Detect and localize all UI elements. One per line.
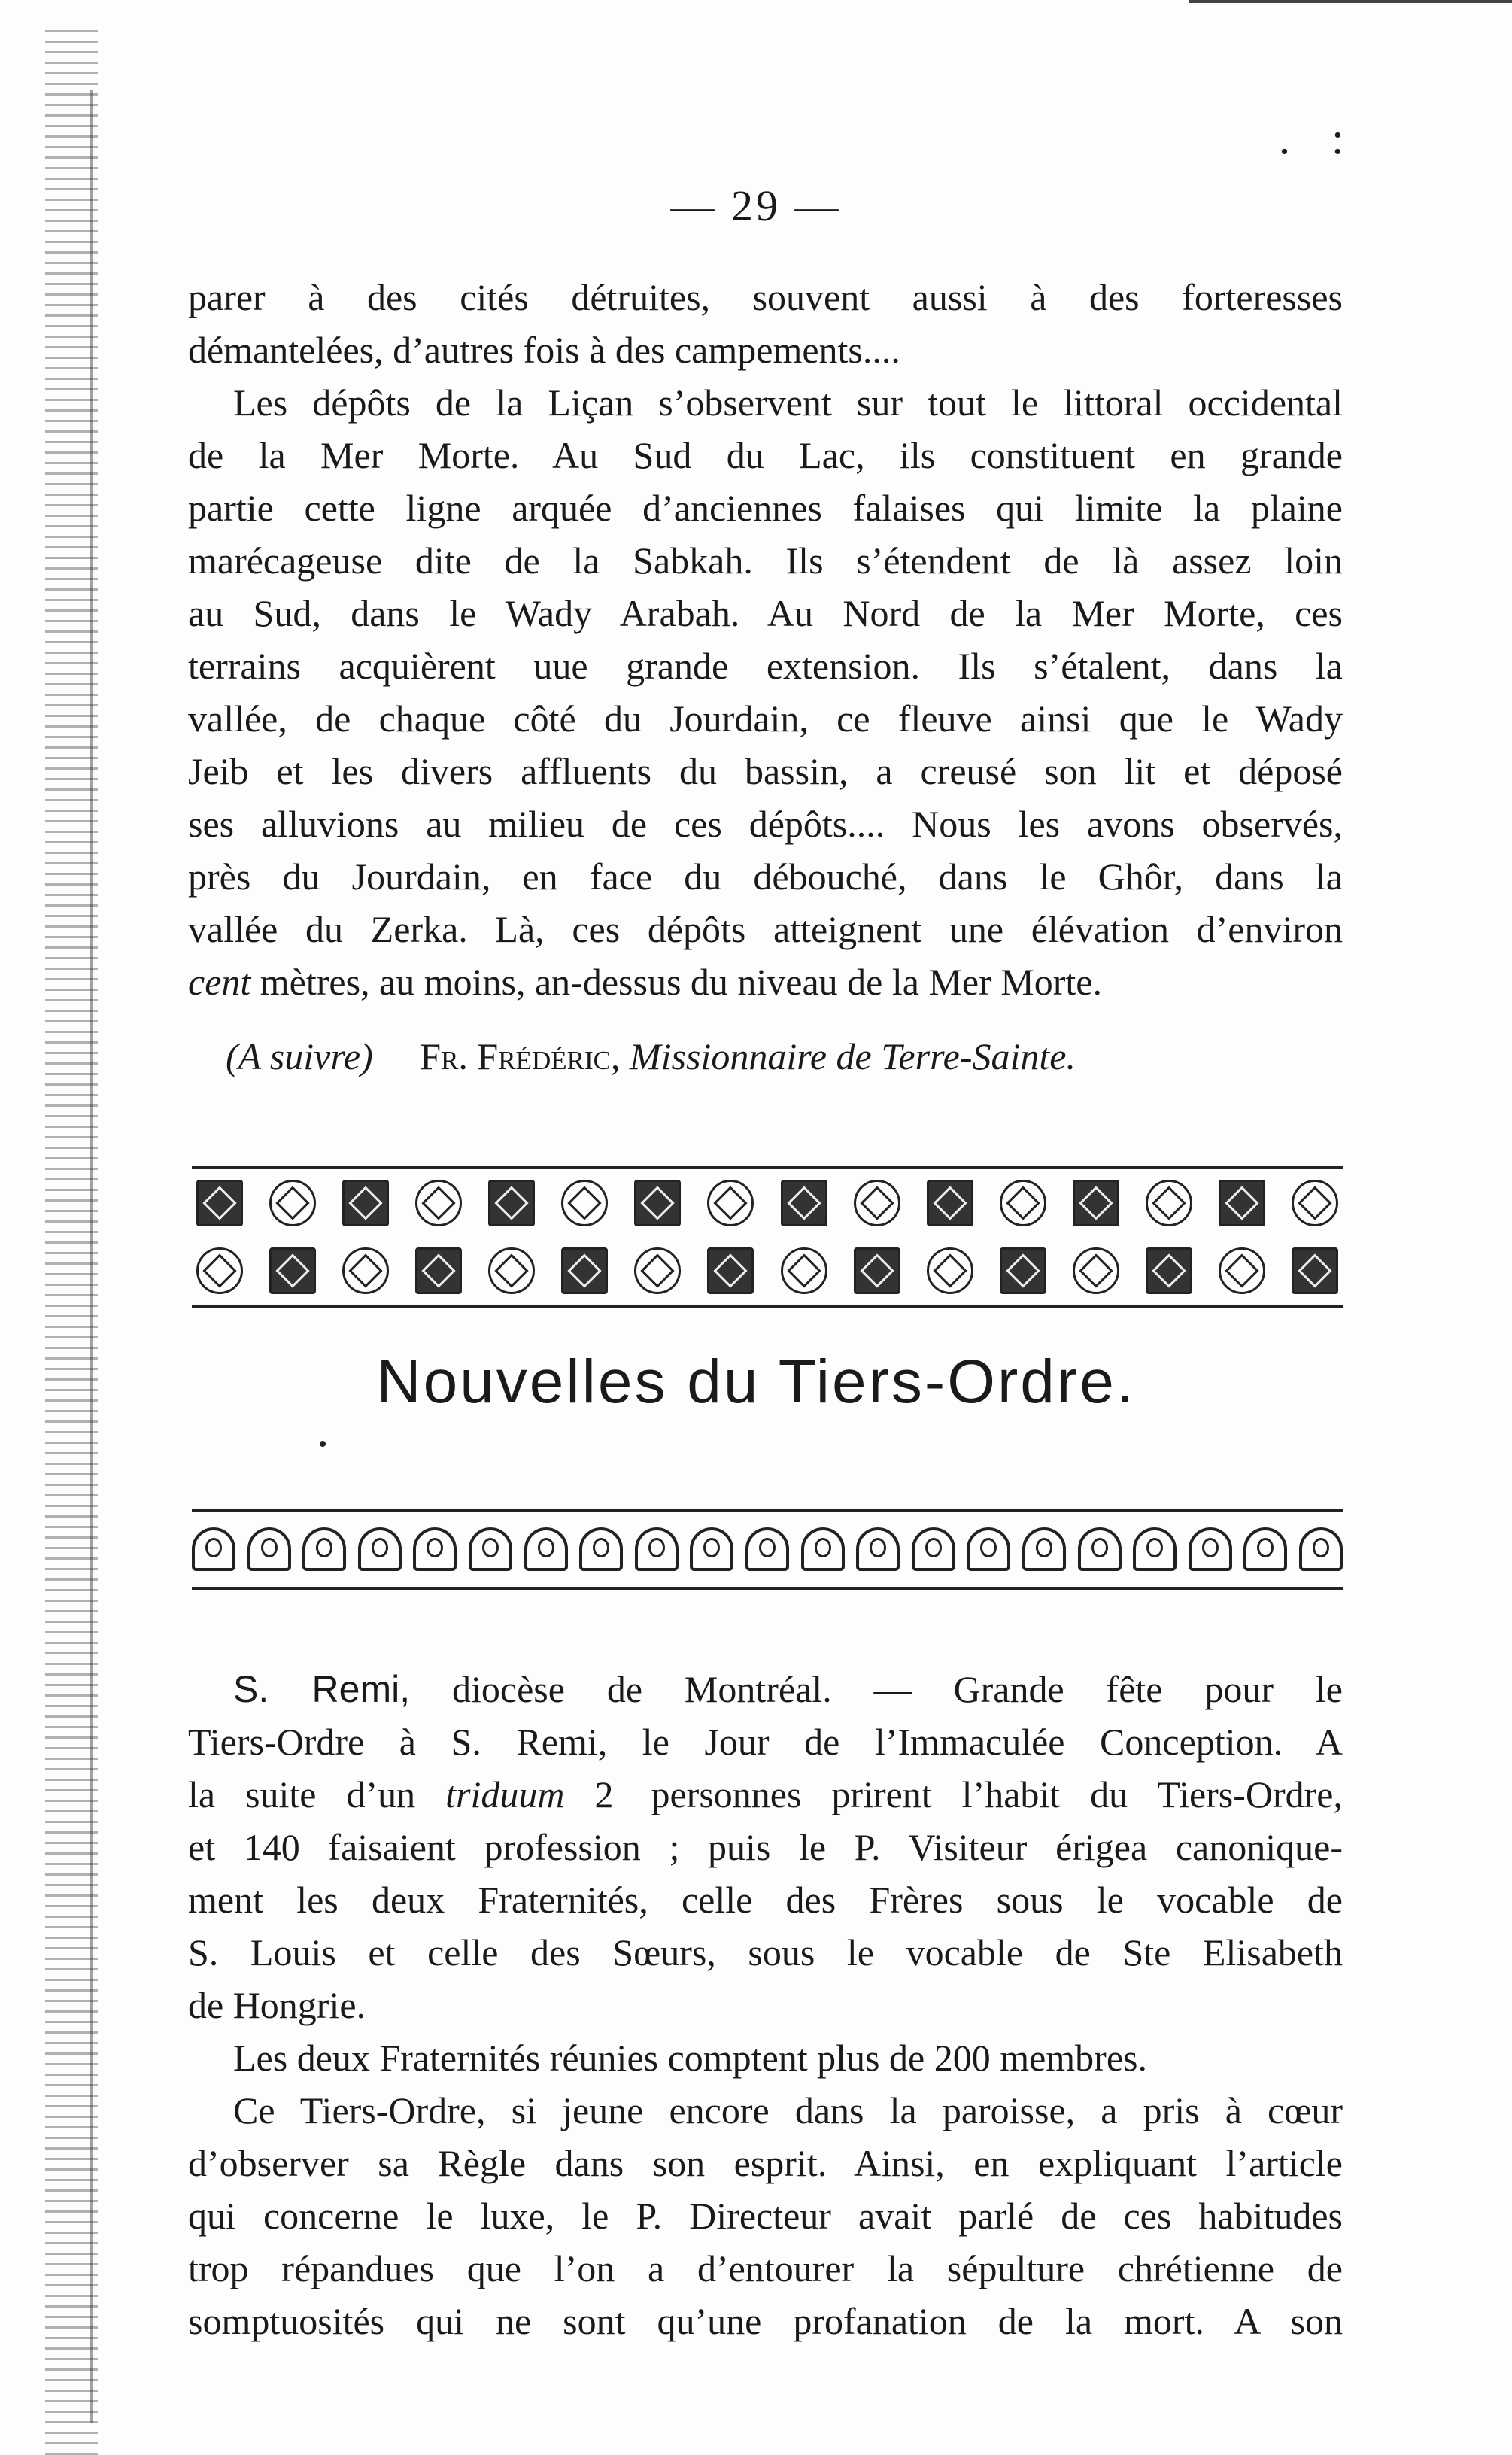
scroll-ornament-icon bbox=[579, 1527, 623, 1571]
scroll-ornament-icon bbox=[745, 1527, 789, 1571]
text-line: vallée du Zerka. Là, ces dépôts atteignent une élévation d’environ bbox=[188, 908, 1343, 950]
ornament-icon bbox=[415, 1180, 462, 1226]
continued-note: (A suivre) bbox=[226, 1035, 373, 1077]
scroll-ornament-icon bbox=[967, 1527, 1010, 1571]
ornament-icon bbox=[1146, 1180, 1192, 1226]
ornament-icon bbox=[1000, 1180, 1046, 1226]
ornament-icon bbox=[707, 1180, 754, 1226]
text-line: partie cette ligne arquée d’anciennes falaises qui limite la plaine bbox=[188, 487, 1343, 529]
emphasis-word: triduum bbox=[445, 1773, 565, 1815]
text-line: ses alluvions au milieu de ces dépôts.... Nous les avons observés, bbox=[188, 803, 1343, 845]
scroll-ornament-icon bbox=[912, 1527, 955, 1571]
scroll-ornament-icon bbox=[856, 1527, 900, 1571]
scroll-ornament-icon bbox=[302, 1527, 346, 1571]
ornament-icon bbox=[1292, 1247, 1338, 1294]
ornament-row bbox=[192, 1237, 1343, 1305]
ornament-icon bbox=[1073, 1247, 1119, 1294]
article-signature bbox=[226, 1035, 1339, 1078]
text-line: somptuosités qui ne sont qu’une profanation de la mort. A son bbox=[188, 2300, 1343, 2342]
ornament-icon bbox=[488, 1180, 535, 1226]
ornament-icon bbox=[561, 1247, 608, 1294]
ornament-icon bbox=[561, 1180, 608, 1226]
decorative-border-band bbox=[192, 1166, 1343, 1308]
text-line: d’observer sa Règle dans son esprit. Ainsi, en expliquant l’article bbox=[188, 2142, 1343, 2184]
ornament-icon bbox=[488, 1247, 535, 1294]
text-line: Jeib et les divers affluents du bassin, a creusé son lit et déposé bbox=[188, 750, 1343, 792]
ornament-icon bbox=[1292, 1180, 1338, 1226]
scroll-ornament-icon bbox=[413, 1527, 457, 1571]
ornament-icon bbox=[854, 1247, 900, 1294]
corner-marks: . : bbox=[1279, 114, 1359, 163]
text-line: de Hongrie. bbox=[188, 1984, 366, 2026]
ornament-icon bbox=[196, 1247, 243, 1294]
ornament-row bbox=[192, 1169, 1343, 1237]
scroll-ornament-icon bbox=[1133, 1527, 1177, 1571]
scroll-ornament-icon bbox=[469, 1527, 512, 1571]
ornament-icon bbox=[269, 1247, 316, 1294]
text-line: démantelées, d’autres fois à des campements.... bbox=[188, 329, 900, 371]
ornament-icon bbox=[634, 1247, 681, 1294]
ornament-icon bbox=[196, 1180, 243, 1226]
news-lead-place: S. Remi, bbox=[233, 1668, 411, 1710]
scroll-ornament-icon bbox=[1078, 1527, 1122, 1571]
text-line: Tiers-Ordre à S. Remi, le Jour de l’Immaculée Conception. A bbox=[188, 1721, 1343, 1763]
text-line: trop répandues que l’on a d’entourer la sépulture chrétienne de bbox=[188, 2247, 1343, 2289]
scroll-ornament-icon bbox=[1243, 1527, 1287, 1571]
ornament-icon bbox=[269, 1180, 316, 1226]
ornament-icon bbox=[781, 1180, 827, 1226]
ornament-icon bbox=[415, 1247, 462, 1294]
emphasis-word: cent bbox=[188, 961, 251, 1003]
ornament-icon bbox=[342, 1247, 389, 1294]
text-line: vallée, de chaque côté du Jourdain, ce fleuve ainsi que le Wady bbox=[188, 697, 1343, 740]
section-title: Nouvelles du Tiers-Ordre. bbox=[376, 1348, 1136, 1416]
news-item bbox=[188, 1663, 1343, 2347]
text-line bbox=[188, 956, 1343, 1008]
text-line bbox=[188, 1768, 1343, 1821]
text-line: S. Louis et celle des Sœurs, sous le vocable de Ste Elisabeth bbox=[188, 1931, 1343, 1973]
ornament-icon bbox=[1219, 1247, 1265, 1294]
ornament-icon bbox=[342, 1180, 389, 1226]
text-line: près du Jourdain, en face du débouché, dans le Ghôr, dans la bbox=[188, 855, 1343, 898]
text-line: de la Mer Morte. Au Sud du Lac, ils constituent en grande bbox=[188, 434, 1343, 476]
scroll-ornament-icon bbox=[1299, 1527, 1343, 1571]
text-fragment: diocèse de Montréal. — Grande fête pour le bbox=[410, 1668, 1343, 1710]
top-corner-rule bbox=[1189, 0, 1512, 3]
text-fragment: 2 personnes prirent l’habit du Tiers-Ordre, bbox=[564, 1773, 1343, 1815]
text-line: au Sud, dans le Wady Arabah. Au Nord de la Mer Morte, ces bbox=[188, 592, 1343, 634]
ornament-icon bbox=[1000, 1247, 1046, 1294]
ornament-icon bbox=[927, 1247, 973, 1294]
text-line bbox=[188, 1663, 1343, 1715]
ornament-icon bbox=[781, 1247, 827, 1294]
scroll-ornament-icon bbox=[1022, 1527, 1066, 1571]
text-line: et 140 faisaient profession ; puis le P. Visiteur érigea canonique- bbox=[188, 1826, 1343, 1868]
author-name: Fr. Frédéric, bbox=[420, 1035, 621, 1077]
scroll-ornament-icon bbox=[801, 1527, 845, 1571]
scroll-ornament-icon bbox=[358, 1527, 402, 1571]
article-continuation bbox=[188, 271, 1343, 1008]
scroll-ornament-icon bbox=[690, 1527, 733, 1571]
scroll-ornament-icon bbox=[192, 1527, 235, 1571]
author-role: Missionnaire de Terre-Sainte. bbox=[629, 1035, 1076, 1077]
ornament-icon bbox=[927, 1180, 973, 1226]
ornament-icon bbox=[1146, 1247, 1192, 1294]
scroll-ornament-icon bbox=[635, 1527, 679, 1571]
ornament-icon bbox=[1073, 1180, 1119, 1226]
text-line: parer à des cités détruites, souvent aussi à des forteresses bbox=[188, 276, 1343, 318]
text-fragment: mètres, au moins, an-dessus du niveau de la Mer Morte. bbox=[250, 961, 1102, 1003]
scroll-ornament-icon bbox=[524, 1527, 568, 1571]
text-line: marécageuse dite de la Sabkah. Ils s’étendent de là assez loin bbox=[188, 539, 1343, 582]
ornament-icon bbox=[854, 1180, 900, 1226]
text-line: Les deux Fraternités réunies comptent plus de 200 membres. bbox=[233, 2037, 1147, 2079]
scroll-ornament-icon bbox=[247, 1527, 291, 1571]
text-line: Les dépôts de la Liçan s’observent sur tout le littoral occidental bbox=[233, 381, 1343, 424]
binding-edge-line bbox=[90, 90, 93, 2423]
text-fragment: la suite d’un bbox=[188, 1773, 446, 1815]
text-line: Ce Tiers-Ordre, si jeune encore dans la paroisse, a pris à cœur bbox=[233, 2089, 1343, 2131]
page-number: — 29 — bbox=[670, 181, 842, 230]
text-line: qui concerne le luxe, le P. Directeur avait parlé de ces habitudes bbox=[188, 2195, 1343, 2237]
stray-dot bbox=[320, 1441, 326, 1447]
scroll-ornament-icon bbox=[1189, 1527, 1232, 1571]
ornament-icon bbox=[707, 1247, 754, 1294]
scrollwork-border-band bbox=[192, 1509, 1343, 1590]
text-line: terrains acquièrent uue grande extension. Ils s’étalent, dans la bbox=[188, 645, 1343, 687]
ornament-icon bbox=[634, 1180, 681, 1226]
ornament-icon bbox=[1219, 1180, 1265, 1226]
text-line: ment les deux Fraternités, celle des Frères sous le vocable de bbox=[188, 1879, 1343, 1921]
